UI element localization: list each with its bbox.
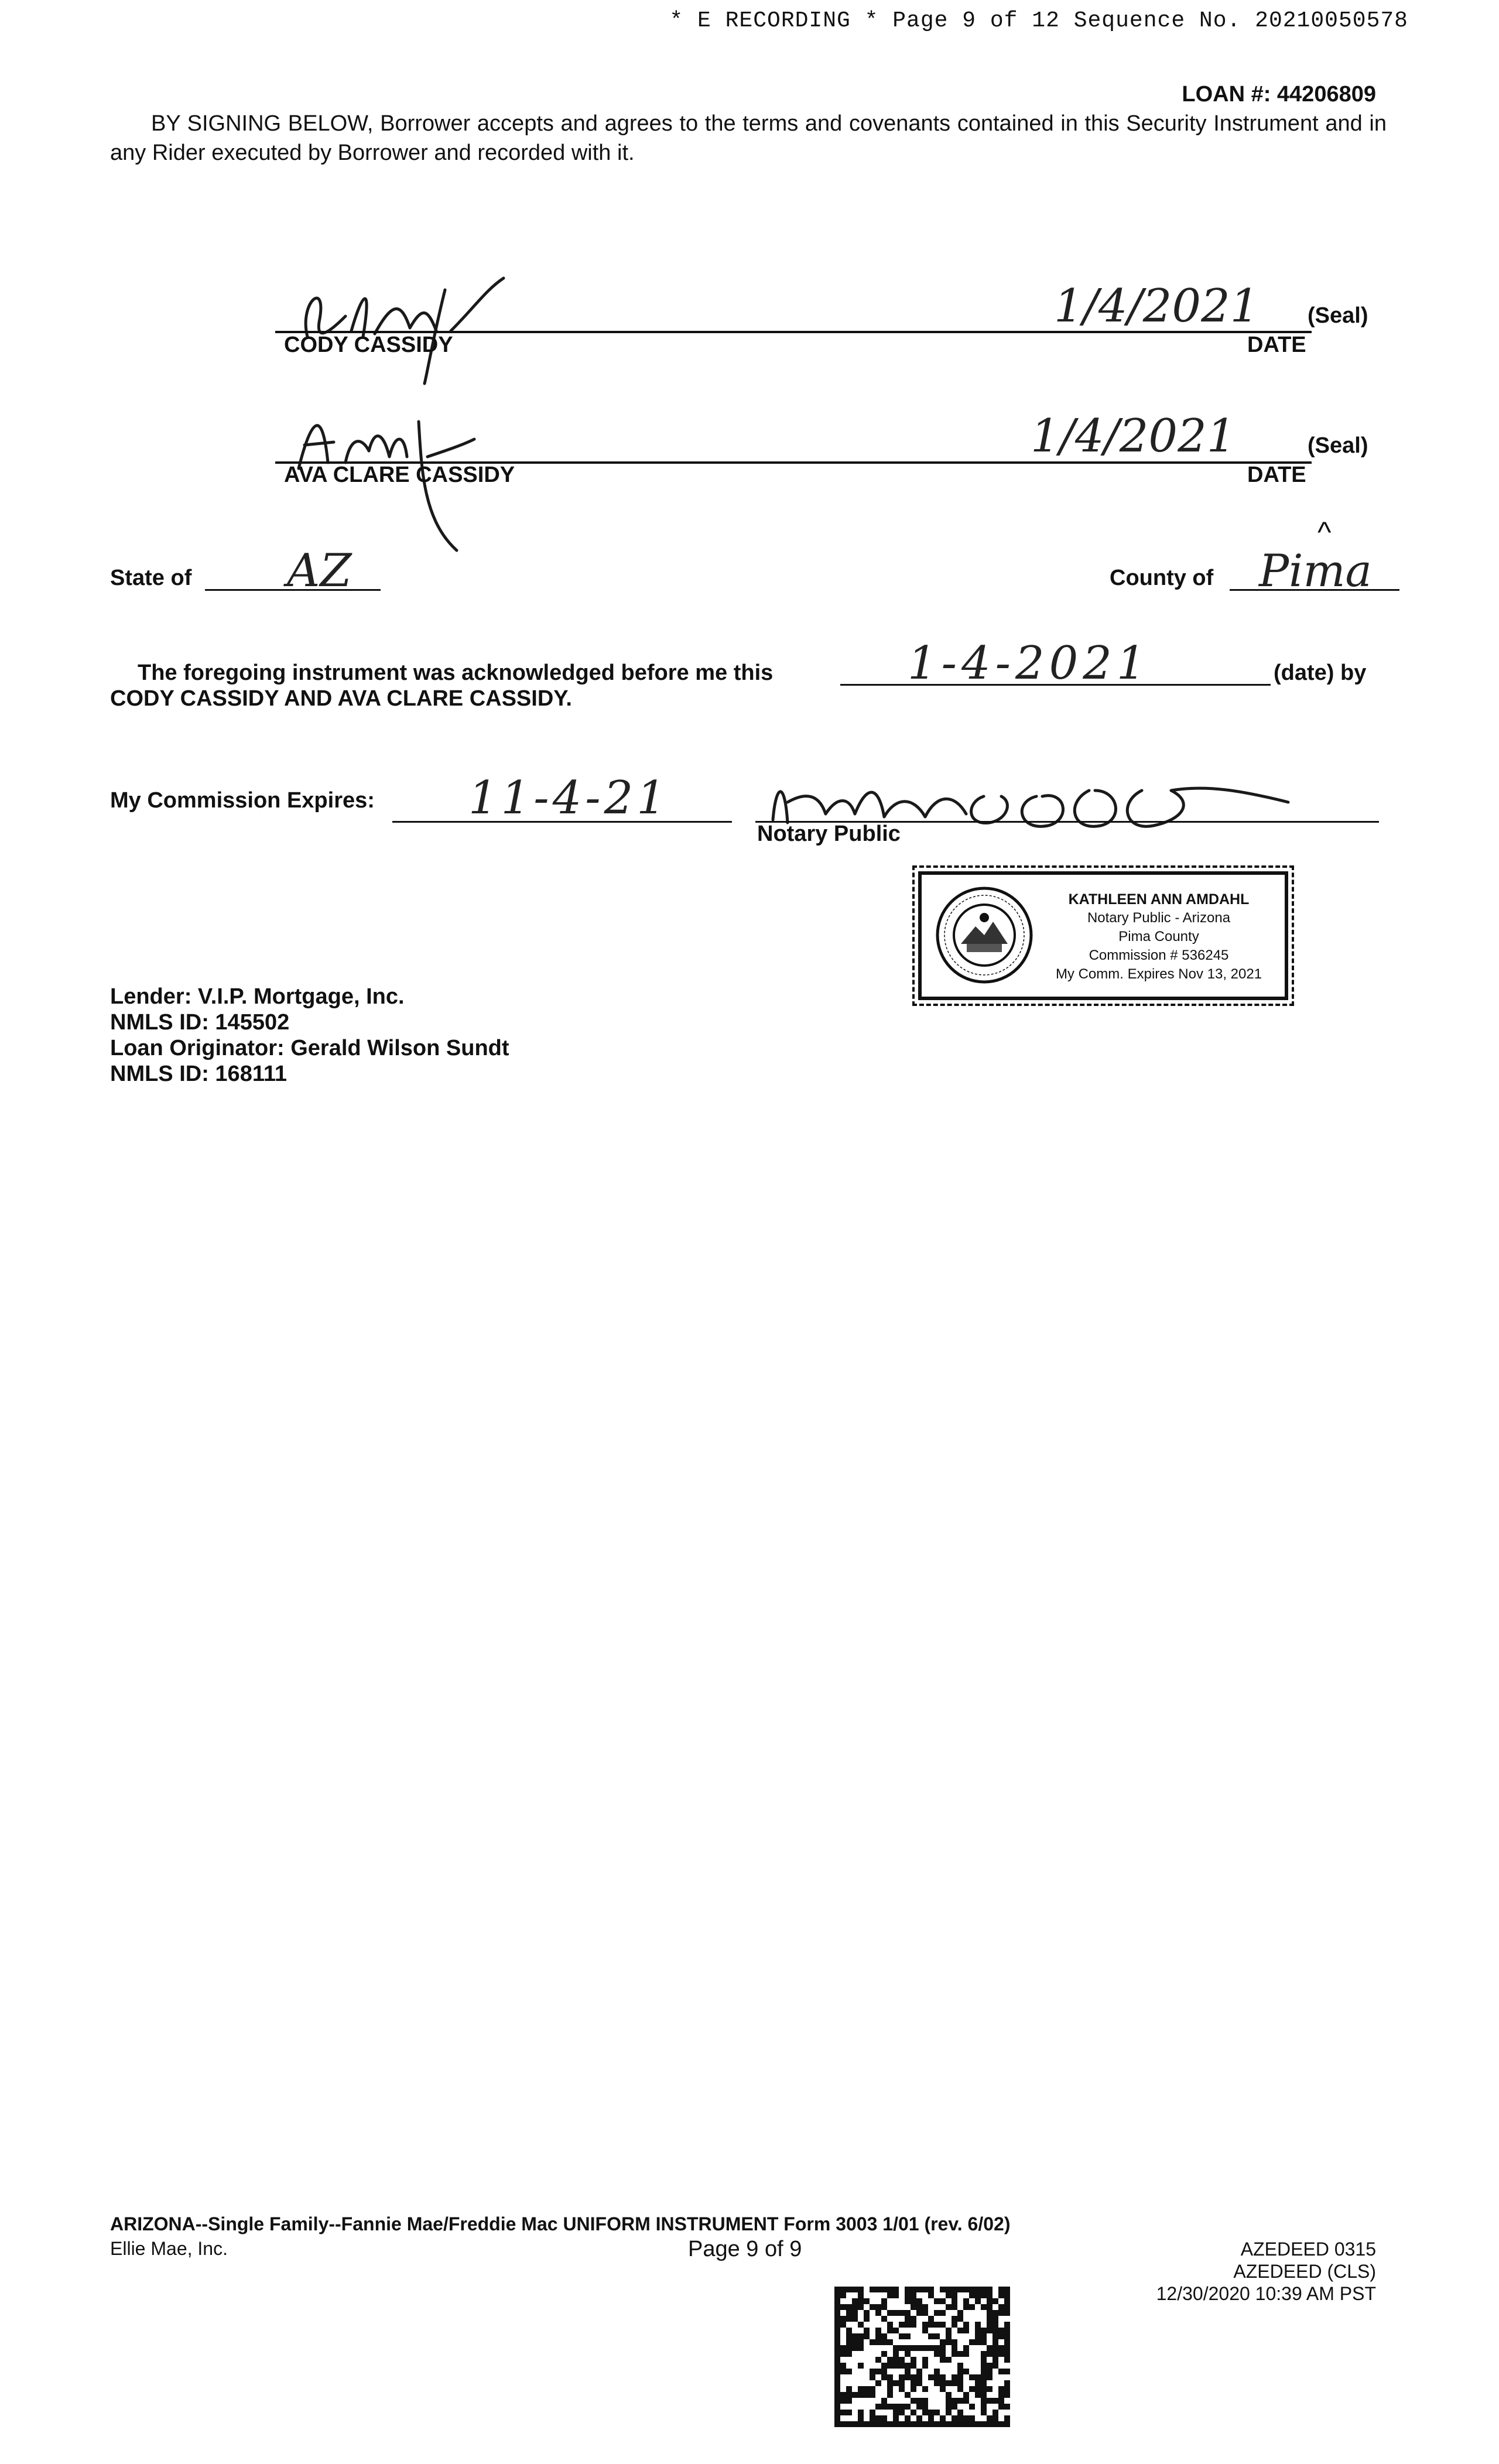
loan-originator: Loan Originator: Gerald Wilson Sundt <box>110 1036 509 1060</box>
stamp-notary-title: Notary Public - Arizona <box>1087 910 1231 926</box>
commission-label: My Commission Expires: <box>110 788 375 813</box>
signature-2-name: AVA CLARE CASSIDY <box>284 463 515 487</box>
county-value: Pima <box>1259 545 1372 597</box>
footer-page-number: Page 9 of 9 <box>688 2237 802 2261</box>
lender-name: Lender: V.I.P. Mortgage, Inc. <box>110 984 405 1009</box>
lender-info <box>110 984 509 1087</box>
signature-1-name: CODY CASSIDY <box>284 333 453 357</box>
stamp-county: Pima County <box>1118 929 1199 944</box>
county-label: County of <box>1110 566 1214 590</box>
lender-nmls: NMLS ID: 145502 <box>110 1010 290 1035</box>
caret-mark: ^ <box>1317 516 1332 549</box>
signature-2-date-handwritten: 1/4/2021 <box>1031 410 1236 463</box>
acknowledgment-sentence-end: (date) by <box>1274 661 1367 685</box>
footer-codes <box>1156 2238 1376 2305</box>
arizona-state-seal-icon <box>935 885 1034 985</box>
datamatrix-barcode-icon <box>834 2287 1010 2427</box>
intro-paragraph: BY SIGNING BELOW, Borrower accepts and agrees to the terms and covenants contained in this Security Instrument and in any Rider executed by Borrower and recorded with it. <box>110 111 1387 165</box>
recording-header: * E RECORDING * Page 9 of 12 Sequence No. 20210050578 <box>669 8 1408 33</box>
footer-form-line: ARIZONA--Single Family--Fannie Mae/Freddie Mac UNIFORM INSTRUMENT Form 3003 1/01 (rev. 6/02) <box>110 2213 1011 2234</box>
stamp-notary-name: KATHLEEN ANN AMDAHL <box>1068 891 1250 908</box>
signature-1-date-handwritten: 1/4/2021 <box>1054 280 1260 333</box>
footer-timestamp: 12/30/2020 10:39 AM PST <box>1156 2283 1376 2304</box>
signature-2-seal-label: (Seal) <box>1308 433 1368 458</box>
signature-cody-cassidy <box>275 266 521 389</box>
footer-code-2: AZEDEED (CLS) <box>1233 2261 1376 2282</box>
acknowledgment-parties: CODY CASSIDY AND AVA CLARE CASSIDY. <box>110 686 572 711</box>
loan-number: LOAN #: 44206809 <box>1182 82 1376 107</box>
signature-1-date-label: DATE <box>1247 333 1306 357</box>
notary-stamp <box>918 871 1288 1000</box>
acknowledgment-date-value: 1-4-2021 <box>908 637 1151 690</box>
stamp-commission-number: Commission # 536245 <box>1089 947 1229 963</box>
signature-2-date-label: DATE <box>1247 463 1306 487</box>
commission-value: 11-4-21 <box>468 772 669 824</box>
state-value: AZ <box>287 545 352 597</box>
footer-code-1: AZEDEED 0315 <box>1240 2239 1376 2260</box>
stamp-expiration: My Comm. Expires Nov 13, 2021 <box>1055 966 1262 982</box>
footer-vendor: Ellie Mae, Inc. <box>110 2238 228 2259</box>
acknowledgment-sentence-start: The foregoing instrument was acknowledged before me this <box>138 661 774 685</box>
notary-public-label: Notary Public <box>757 822 901 846</box>
state-label: State of <box>110 566 192 590</box>
signature-1-seal-label: (Seal) <box>1308 303 1368 328</box>
originator-nmls: NMLS ID: 168111 <box>110 1062 288 1086</box>
